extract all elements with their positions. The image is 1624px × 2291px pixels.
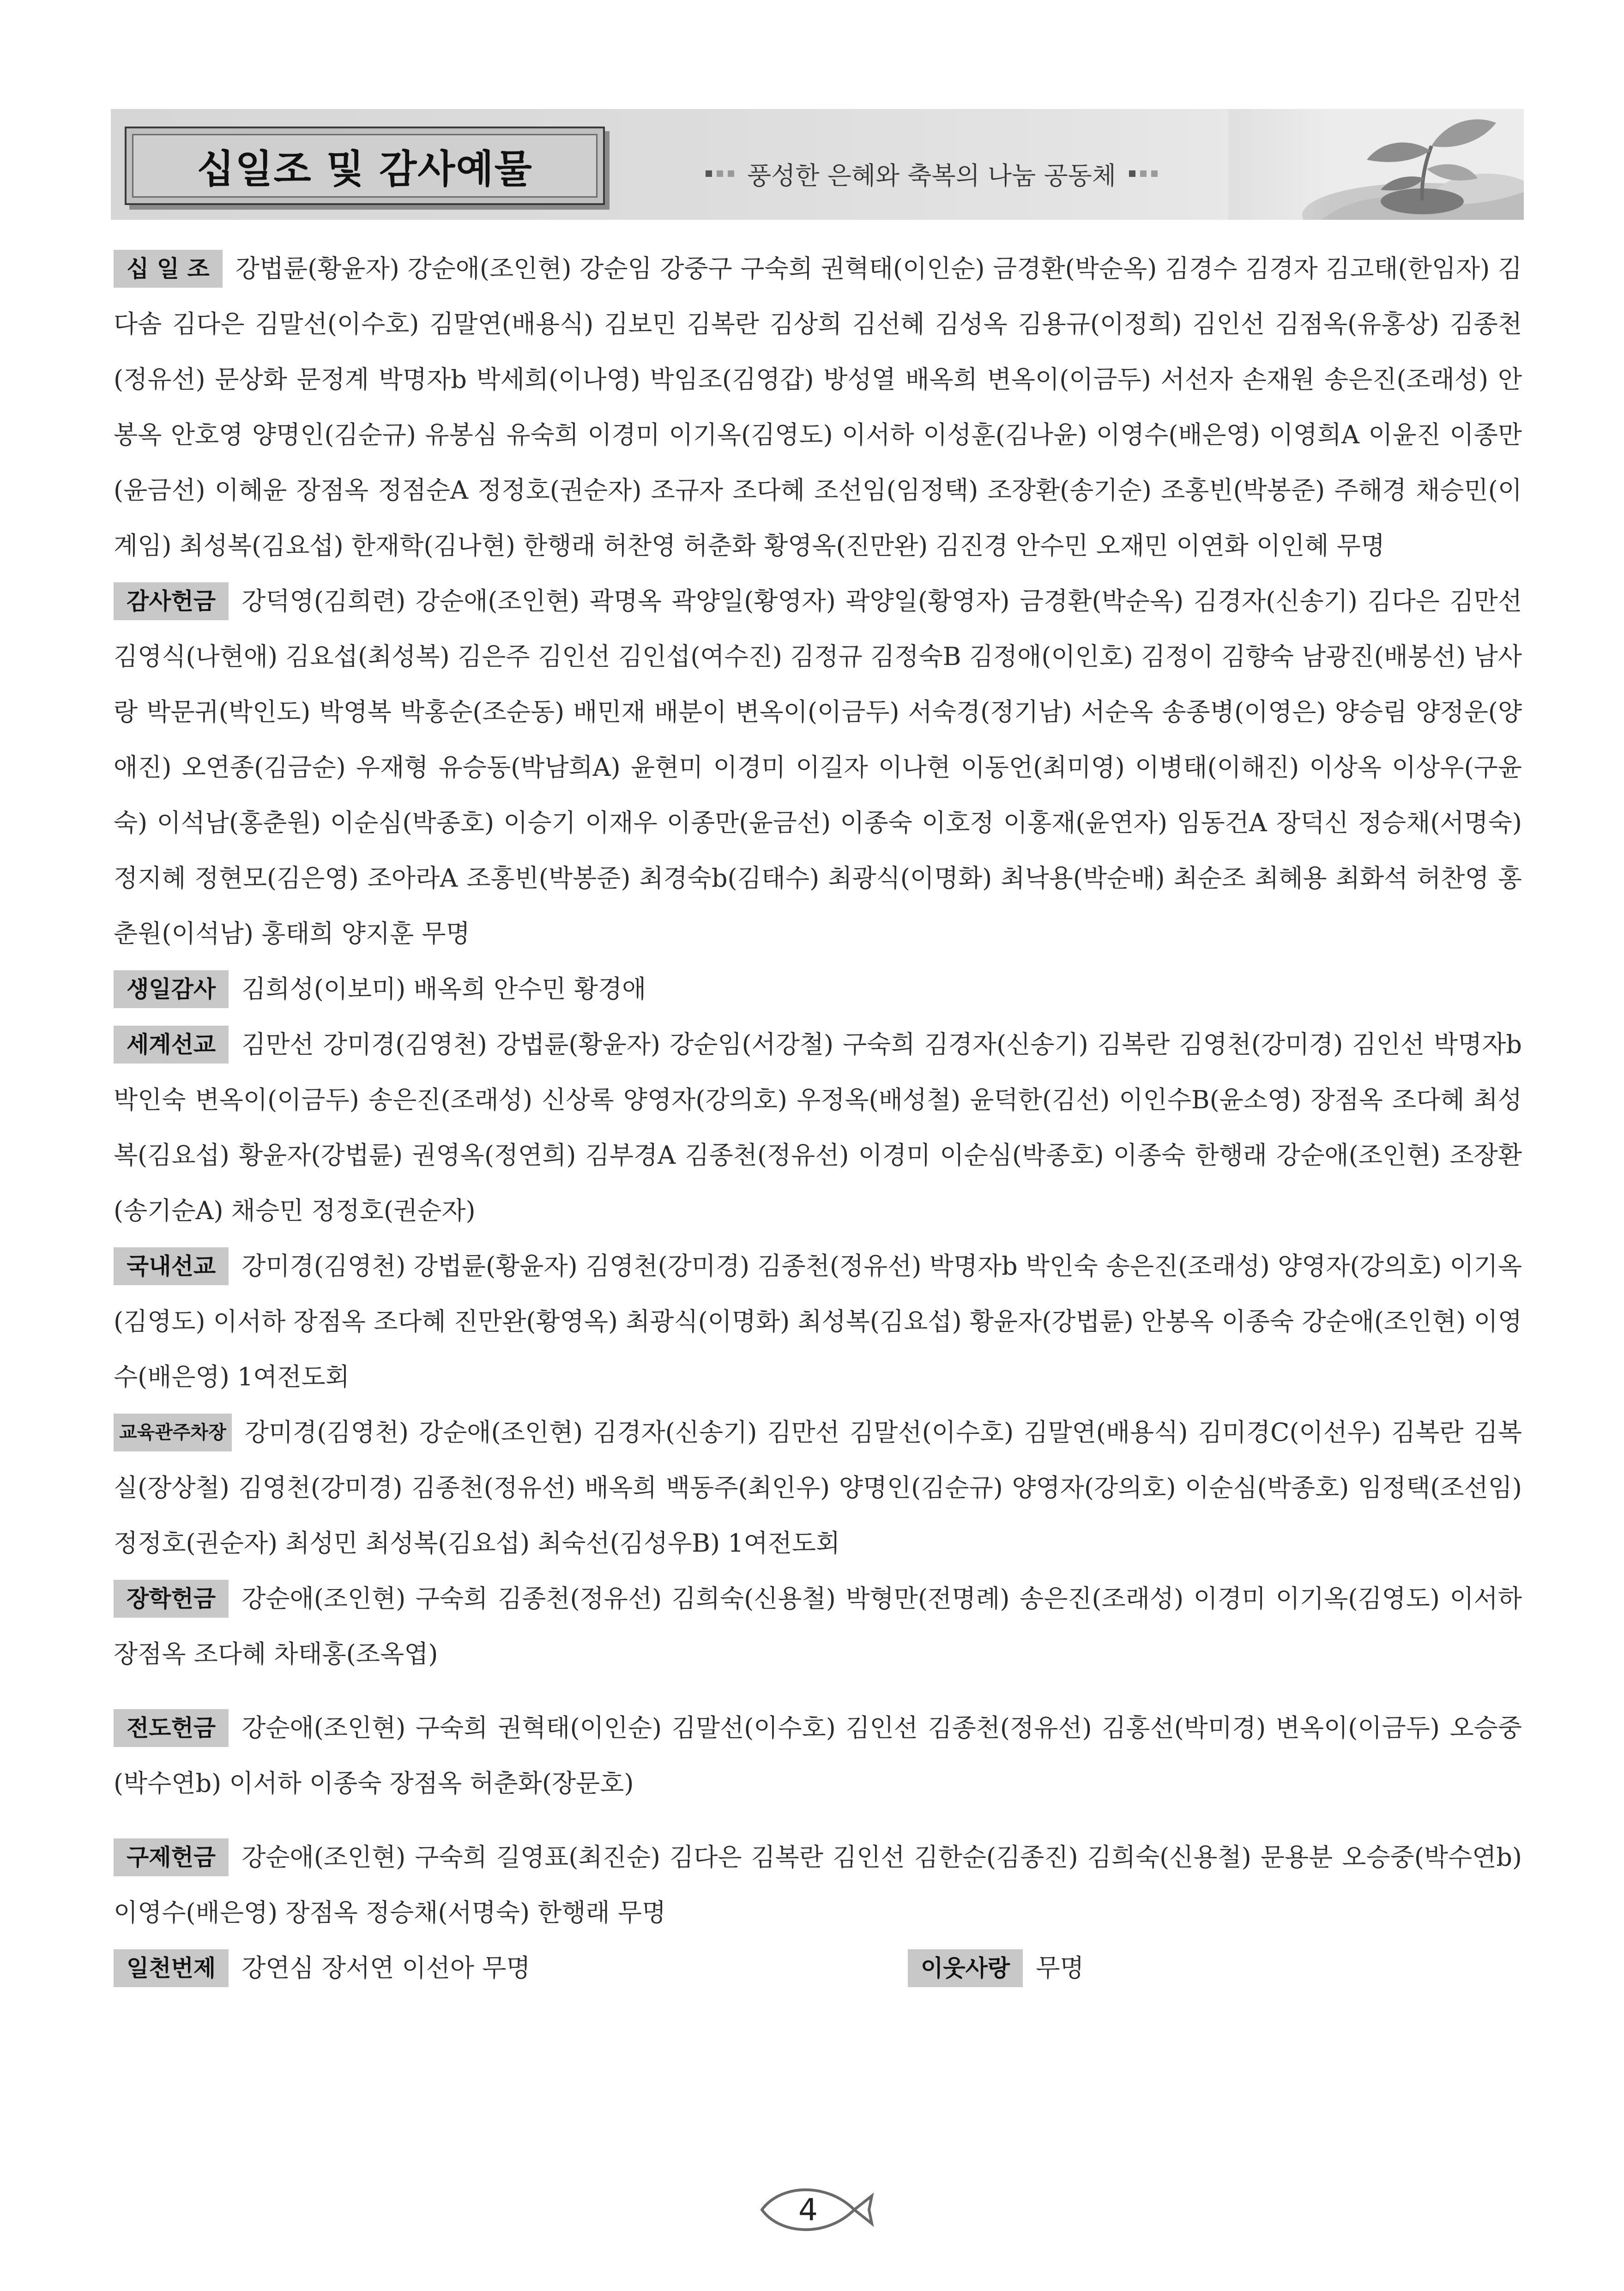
section-names: 강미경(김영천) 강법륜(황윤자) 김영천(강미경) 김종천(정유선) 박명자b 박인숙 송은진(조래성) 양영자(강의호) 이기옥(김영도) 이서하 장점옥 조다혜 진만완(황영옥) 최광식(이명화) 최성복(김요섭) 황윤자(강법륜) 안봉옥 이종숙 강순애(조인현) 이영수(배은영) 1여전도회	[114, 1251, 1522, 1391]
section-names: 강순애(조인현) 구숙희 김종천(정유선) 김희숙(신용철) 박형만(전명례) 송은진(조래성) 이경미 이기옥(김영도) 이서하 장점옥 조다혜 차태홍(조옥엽)	[114, 1584, 1522, 1668]
page-number: 4	[798, 2192, 818, 2228]
section-thousand-offering	[114, 1940, 806, 1995]
page-title: 십일조 및 감사예물	[197, 146, 533, 192]
page-number-badge	[748, 2180, 877, 2240]
offering-list	[114, 240, 1522, 1995]
section-label: 일천번제	[114, 1949, 229, 1987]
section-label: 장학헌금	[114, 1580, 229, 1618]
dots-left-icon	[706, 170, 734, 177]
section-evangelism	[114, 1699, 1522, 1810]
section-label: 이웃사랑	[908, 1949, 1023, 1987]
section-education-parking	[114, 1404, 1522, 1570]
section-label: 구제헌금	[114, 1838, 229, 1876]
section-names: 김만선 강미경(김영천) 강법륜(황윤자) 강순임(서강철) 구숙희 김경자(신송기) 김복란 김영천(강미경) 김인선 박명자b 박인숙 변옥이(이금두) 송은진(조래성) 신상록 양영자(강의호) 우정옥(배성철) 윤덕한(김선) 이인수B(윤소영) 장점옥 조다혜 최성복(김요섭) 황윤자(강법륜) 권영옥(정연희) 김부경A 김종천(정유선) 이경미 이순심(박종호) 이종숙 한행래 강순애(조인현) 조장환(송기순A) 채승민 정정호(권순자)	[114, 1030, 1522, 1225]
section-thanks	[114, 573, 1522, 961]
section-label: 생일감사	[114, 970, 229, 1008]
section-world-mission	[114, 1016, 1522, 1238]
section-names: 강순애(조인현) 구숙희 길영표(최진순) 김다은 김복란 김인선 김한순(김종진) 김희숙(신용철) 문용분 오승중(박수연b) 이영수(배은영) 장점옥 정승채(서명숙) 한행래 무명	[114, 1843, 1522, 1927]
section-relief	[114, 1829, 1522, 1940]
subtitle-row	[693, 155, 1171, 192]
section-names: 강연심 장서연 이선아 무명	[241, 1953, 531, 1983]
section-label: 십 일 조	[114, 250, 223, 288]
section-names: 김희성(이보미) 배옥희 안수민 황경애	[241, 974, 646, 1003]
page-header	[111, 109, 1524, 220]
section-names: 강법륜(황윤자) 강순애(조인현) 강순임 강중구 구숙희 권혁태(이인순) 금경환(박순옥) 김경수 김경자 김고태(한임자) 김다솜 김다은 김말선(이수호) 김말연(배용식) 김보민 김복란 김상희 김선혜 김성옥 김용규(이정희) 김인선 김점옥(유홍상) 김종천(정유선) 문상화 문정계 박명자b 박세희(이나영) 박임조(김영갑) 방성열 배옥희 변옥이(이금두) 서선자 손재원 송은진(조래성) 안봉옥 안호영 양명인(김순규) 유봉심 유숙희 이경미 이기옥(김영도) 이서하 이성훈(김나윤) 이영수(배은영) 이영희A 이윤진 이종만(윤금선) 이혜윤 장점옥 정점순A 정정호(권순자) 조규자 조다혜 조선임(임정택) 조장환(송기순) 조홍빈(박봉준) 주해경 채승민(이계임) 최성복(김요섭) 한재학(김나현) 한행래 허찬영 허춘화 황영옥(진만완) 김진경 안수민 오재민 이연화 이인혜 무명	[114, 254, 1522, 560]
section-names: 강덕영(김희련) 강순애(조인현) 곽명옥 곽양일(황영자) 곽양일(황영자) 금경환(박순옥) 김경자(신송기) 김다은 김만선 김영식(나현애) 김요섭(최성복) 김은주 김인선 김인섭(여수진) 김정규 김정숙B 김정애(이인호) 김정이 김향숙 남광진(배봉선) 남사랑 박문귀(박인도) 박영복 박홍순(조순동) 배민재 배분이 변옥이(이금두) 서숙경(정기남) 서순옥 송종병(이영은) 양승림 양정운(양애진) 오연종(김금순) 우재형 유승동(박남희A) 윤현미 이경미 이길자 이나현 이동언(최미영) 이병태(이해진) 이상옥 이상우(구윤숙) 이석남(홍춘원) 이순심(박종호) 이승기 이재우 이종만(윤금선) 이종숙 이호정 이홍재(윤연자) 임동건A 장덕신 정승채(서명숙) 정지혜 정현모(김은영) 조아라A 조홍빈(박봉준) 최경숙b(김태수) 최광식(이명화) 최낙용(박순배) 최순조 최혜용 최화석 허찬영 홍춘원(이석남) 홍태희 양지훈 무명	[114, 586, 1522, 948]
section-label: 세계선교	[114, 1026, 229, 1064]
section-last-row	[114, 1940, 1522, 1995]
section-label: 국내선교	[114, 1247, 229, 1285]
section-names: 무명	[1036, 1953, 1084, 1983]
section-names: 강순애(조인현) 구숙희 권혁태(이인순) 김말선(이수호) 김인선 김종천(정유선) 김홍선(박미경) 변옥이(이금두) 오승중(박수연b) 이서하 이종숙 장점옥 허춘화(장문호)	[114, 1713, 1522, 1798]
section-label: 전도헌금	[114, 1709, 229, 1747]
section-tithe	[114, 240, 1522, 573]
dots-right-icon	[1129, 170, 1158, 177]
plant-in-hands-illustration	[1228, 109, 1524, 220]
section-scholarship	[114, 1570, 1522, 1681]
section-neighbor-love	[908, 1940, 1084, 1995]
section-birthday	[114, 961, 1522, 1016]
section-domestic-mission	[114, 1238, 1522, 1404]
title-box	[125, 127, 605, 205]
subtitle: 풍성한 은혜와 축복의 나눔 공동체	[747, 161, 1116, 190]
section-label: 감사헌금	[114, 582, 229, 620]
section-label: 교육관주차장	[114, 1414, 232, 1451]
section-names: 강미경(김영천) 강순애(조인현) 김경자(신송기) 김만선 김말선(이수호) 김말연(배용식) 김미경C(이선우) 김복란 김복실(장상철) 김영천(강미경) 김종천(정유선) 배옥희 백동주(최인우) 양명인(김순규) 양영자(강의호) 이순심(박종호) 임정택(조선임) 정정호(권순자) 최성민 최성복(김요섭) 최숙선(김성우B) 1여전도회	[114, 1418, 1522, 1558]
